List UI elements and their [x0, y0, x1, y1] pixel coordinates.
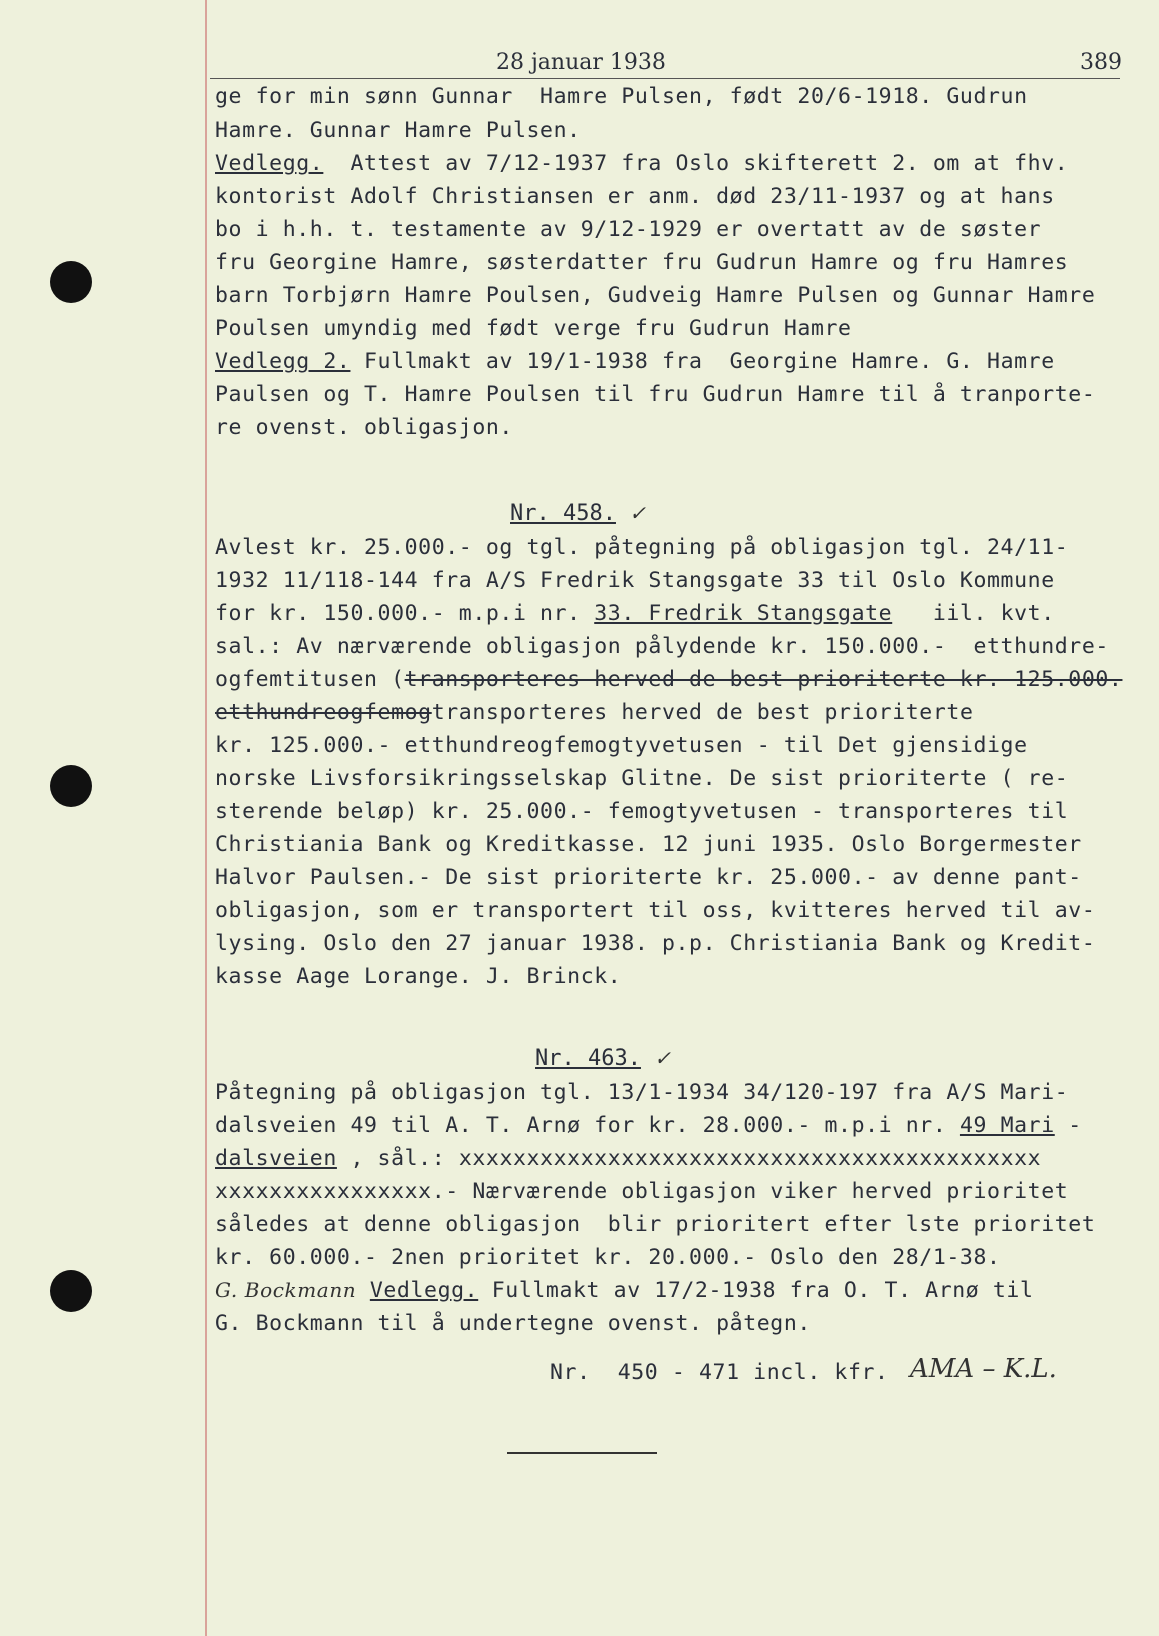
text-line: lysing. Oslo den 27 januar 1938. p.p. Christiania Bank og Kredit- — [215, 931, 1096, 956]
text-line: Christiania Bank og Kreditkasse. 12 juni 1935. Oslo Borgermester — [215, 832, 1082, 857]
struck-text: etthundreogfemog — [215, 700, 432, 725]
header-rule — [210, 78, 1120, 79]
entry-number: Nr. 458. — [510, 501, 616, 526]
property-address: dalsveien — [215, 1146, 337, 1171]
struck-text: transporteres herved de best prioriterte kr. 125.000. — [404, 667, 1123, 692]
text-line — [215, 1179, 1068, 1204]
text-line: Halvor Paulsen.- De sist prioriterte kr. 25.000.- av denne pant- — [215, 865, 1082, 890]
check-mark: ✓ — [654, 1046, 671, 1070]
text-span: Attest av 7/12-1937 fra Oslo skifterett 2. om at fhv. — [323, 151, 1069, 176]
text-span: .- Nærværende obligasjon viker herved prioritet — [431, 1179, 1069, 1204]
text-line: kr. 60.000.- 2nen prioritet kr. 20.000.- Oslo den 28/1-38. — [215, 1245, 1001, 1270]
page-header — [210, 48, 1120, 80]
text-line: ge for min sønn Gunnar Hamre Pulsen, født 20/6-1918. Gudrun — [215, 84, 1028, 109]
text-line: 1932 11/118-144 fra A/S Fredrik Stangsgate 33 til Oslo Kommune — [215, 568, 1055, 593]
text-line — [215, 601, 1055, 626]
text-line: bo i h.h. t. testamente av 9/12-1929 er overtatt av de søster — [215, 217, 1042, 242]
margin-line — [205, 0, 207, 1636]
text-span: Fullmakt av 19/1-1938 fra Georgine Hamre. G. Hamre — [350, 349, 1055, 374]
text-line: Påtegning på obligasjon tgl. 13/1-1934 34/120-197 fra A/S Mari- — [215, 1080, 1069, 1105]
handwritten-signature: G. Bockmann — [215, 1278, 357, 1302]
handwritten-initials: AMA – K.L. — [910, 1354, 1057, 1384]
text-line: sterende beløp) kr. 25.000.- femogtyvetusen - transporteres til — [215, 799, 1069, 824]
text-span: - — [1054, 1113, 1082, 1138]
text-span: , sål.: — [336, 1146, 459, 1171]
text-span: Fullmakt av 17/2-1938 fra O. T. Arnø til — [478, 1278, 1034, 1303]
text-line: barn Torbjørn Hamre Poulsen, Gudveig Hamre Pulsen og Gunnar Hamre — [215, 283, 1096, 308]
punch-hole — [50, 261, 92, 303]
property-address: 33. Fredrik Stangsgate — [594, 601, 893, 626]
text-line — [215, 700, 973, 725]
text-line: kr. 125.000.- etthundreogfemogtyvetusen - til Det gjensidige — [215, 733, 1028, 758]
text-line: Hamre. Gunnar Hamre Pulsen. — [215, 118, 581, 143]
typed-over-text: xxxxxxxxxxxxxxxxxxxxxxxxxxxxxxxxxxxxxxxxxxx — [458, 1146, 1042, 1171]
text-line: således at denne obligasjon blir prioritert efter lste prioritet — [215, 1212, 1096, 1237]
text-line: fru Georgine Hamre, søsterdatter fru Gudrun Hamre og fru Hamres — [215, 250, 1069, 275]
attachment-label: Vedlegg. — [369, 1278, 479, 1303]
text-span: ogfemtitusen ( — [215, 667, 405, 692]
entry-heading — [535, 1046, 671, 1071]
text-line: sal.: Av nærværende obligasjon pålydende kr. 150.000.- etthundre- — [215, 634, 1109, 659]
text-span: iil. kvt. — [892, 601, 1055, 626]
text-line — [215, 349, 1055, 374]
attachment-label: Vedlegg 2. — [215, 349, 351, 374]
text-line: Avlest kr. 25.000.- og tgl. påtegning på obligasjon tgl. 24/11- — [215, 535, 1069, 560]
entry-number: Nr. 463. — [535, 1046, 641, 1071]
text-line: re ovenst. obligasjon. — [215, 415, 513, 440]
text-line: Paulsen og T. Hamre Poulsen til fru Gudrun Hamre til å tranporte- — [215, 382, 1096, 407]
punch-hole — [50, 1270, 92, 1312]
page-number: 389 — [1080, 50, 1122, 75]
closing-rule — [507, 1452, 657, 1454]
text-line: kasse Aage Lorange. J. Brinck. — [215, 964, 622, 989]
property-address: 49 Mari — [959, 1113, 1055, 1138]
text-line — [215, 1278, 1034, 1303]
attachment-label: Vedlegg. — [215, 151, 324, 176]
text-line — [215, 1146, 1041, 1171]
text-line: Poulsen umyndig med født verge fru Gudrun Hamre — [215, 316, 852, 341]
text-line: G. Bockmann til å undertegne ovenst. påtegn. — [215, 1311, 811, 1336]
text-span: for kr. 150.000.- m.p.i nr. — [215, 601, 595, 626]
text-line — [215, 151, 1068, 176]
text-line — [215, 667, 1122, 692]
text-line: obligasjon, som er transportert til oss, kvitteres herved til av- — [215, 898, 1096, 923]
typed-over-text: xxxxxxxxxxxxxxxx — [215, 1179, 432, 1204]
page-date: 28 januar 1938 — [496, 50, 666, 75]
entry-heading — [510, 501, 646, 526]
text-span: transporteres herved de best prioriterte — [431, 700, 974, 725]
text-span: dalsveien 49 til A. T. Arnø for kr. 28.000.- m.p.i nr. — [215, 1113, 960, 1138]
text-line: kontorist Adolf Christiansen er anm. død 23/11-1937 og at hans — [215, 184, 1055, 209]
punch-hole — [50, 765, 92, 807]
entry-range-summary: Nr. 450 - 471 incl. kfr. — [550, 1360, 889, 1385]
text-line: norske Livsforsikringsselskap Glitne. De sist prioriterte ( re- — [215, 766, 1069, 791]
check-mark: ✓ — [629, 501, 646, 525]
text-line — [215, 1113, 1082, 1138]
